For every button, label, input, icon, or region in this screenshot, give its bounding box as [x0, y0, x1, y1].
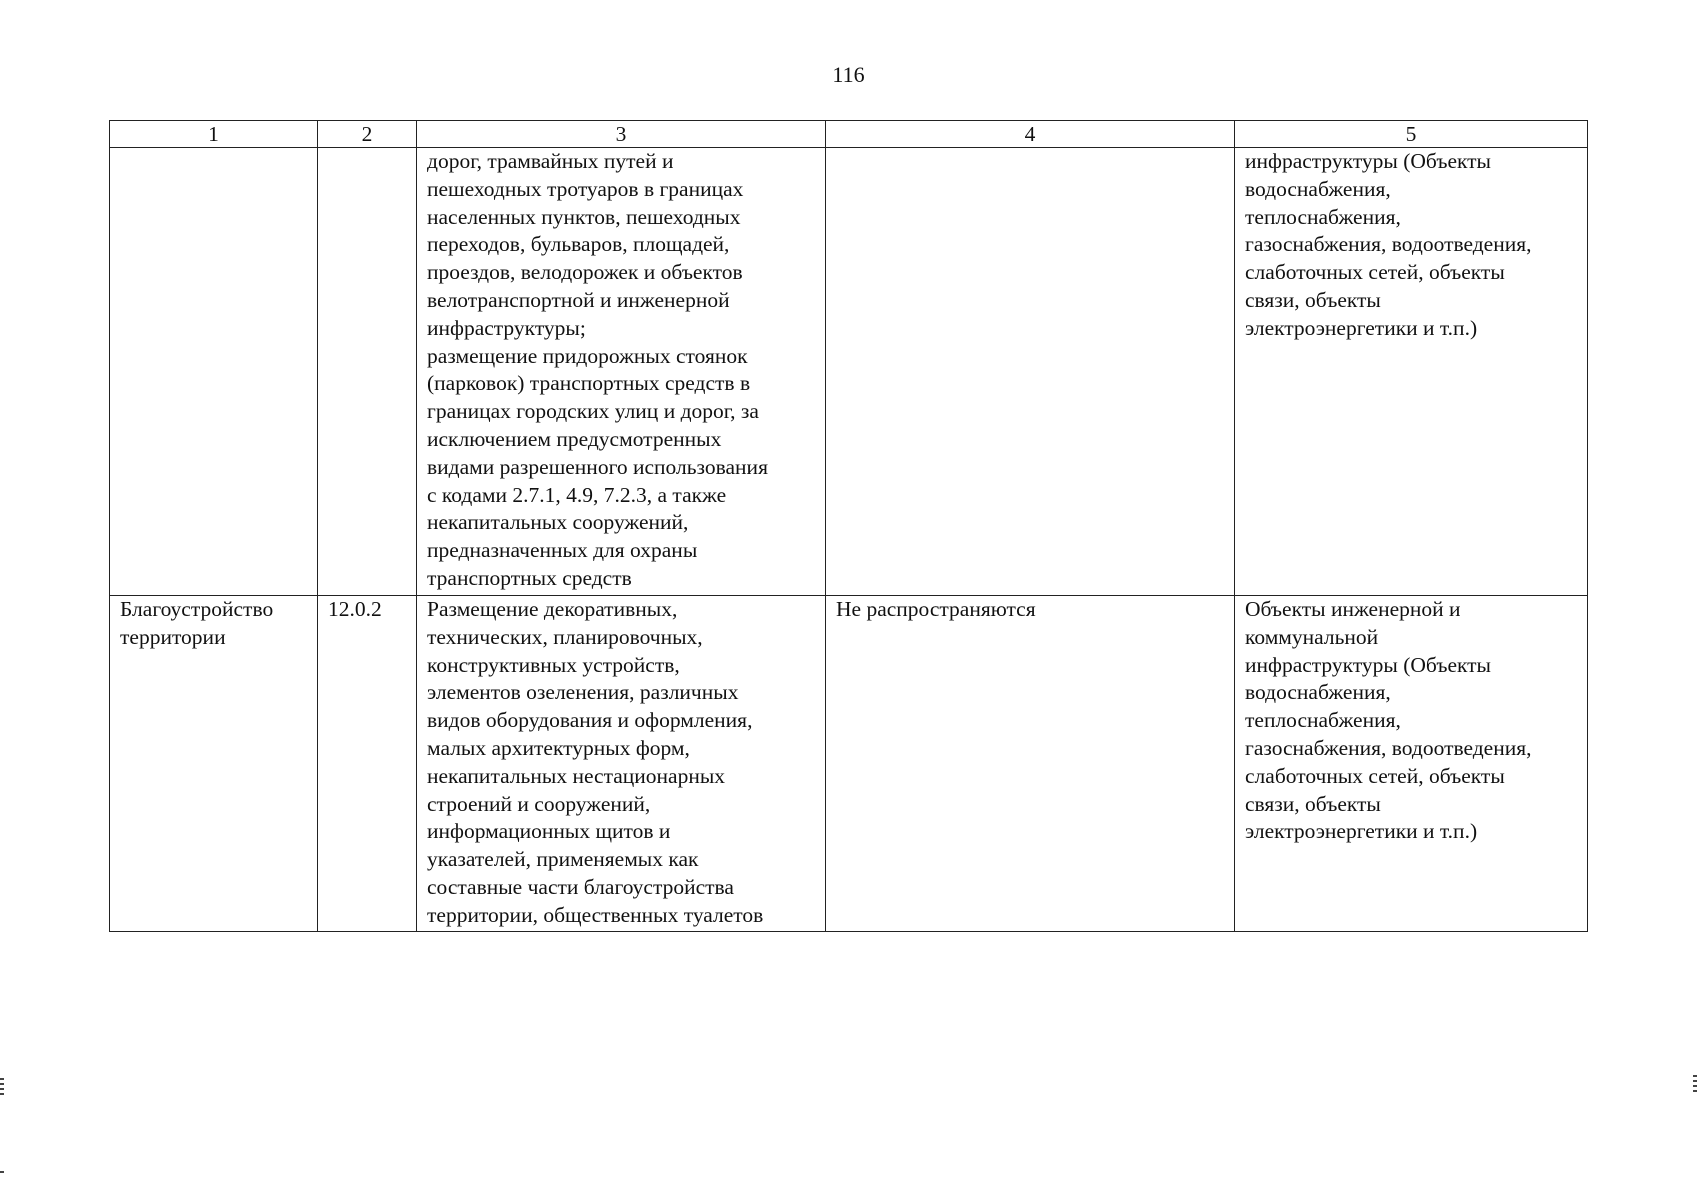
table-cell: [110, 148, 318, 596]
table-cell: [1235, 596, 1588, 932]
margin-mark: [1693, 1075, 1697, 1077]
table-cell: [417, 596, 826, 932]
column-header: 1: [110, 121, 318, 148]
table-cell: [826, 148, 1235, 596]
cell-text: 12.0.2: [328, 597, 382, 621]
column-header: 5: [1235, 121, 1588, 148]
margin-mark: [0, 1088, 4, 1090]
table-cell: [826, 596, 1235, 932]
margin-mark: [0, 1171, 4, 1173]
table-row: [110, 596, 1588, 932]
margin-mark: [1693, 1080, 1697, 1082]
column-header: 2: [318, 121, 417, 148]
table-row: [110, 148, 1588, 596]
column-header: 3: [417, 121, 826, 148]
table-cell: [417, 148, 826, 596]
table-header-row: [110, 121, 1588, 148]
table-cell: [1235, 148, 1588, 596]
cell-text: Благоустройство территории: [120, 597, 274, 649]
table-cell: [110, 596, 318, 932]
cell-text: дорог, трамвайных путей и пешеходных тротуаров в границах населенных пунктов, пешеходных переходов, бульваров, площадей, проездов, велодорожек и объектов велотранспортной и инженерной инфраструктуры; размещение придорожных стоянок (парковок) транспортных средств в границах городских улиц и дорог, за исключением предусмотренных видами разрешенного использования с кодами 2.7.1, 4.9, 7.2.3, а также некапитальных сооружений, предназначенных для охраны транспортных средств: [427, 149, 768, 590]
page-number: 116: [832, 62, 865, 87]
document-table: [109, 120, 1588, 932]
margin-mark: [1693, 1085, 1697, 1087]
cell-text: Не распространяются: [836, 597, 1036, 621]
column-header: 4: [826, 121, 1235, 148]
table-cell: [318, 148, 417, 596]
table-cell: [318, 596, 417, 932]
cell-text: Размещение декоративных, технических, планировочных, конструктивных устройств, элементов озеленения, различных видов оборудования и оформления, малых архитектурных форм, некапитальных нестационарных строений и сооружений, информационных щитов и указателей, применяемых как составные части благоустройства территории, общественных туалетов: [427, 597, 764, 927]
cell-text: инфраструктуры (Объекты водоснабжения, теплоснабжения, газоснабжения, водоотведения, слаботочных сетей, объекты связи, объекты электроэнергетики и т.п.): [1245, 149, 1532, 340]
cell-text: Объекты инженерной и коммунальной инфраструктуры (Объекты водоснабжения, теплоснабжения, газоснабжения, водоотведения, слаботочных сетей, объекты связи, объекты электроэнергетики и т.п.): [1245, 597, 1532, 844]
margin-mark: [1693, 1090, 1697, 1092]
margin-mark: [0, 1078, 4, 1080]
margin-mark: [0, 1093, 4, 1095]
margin-mark: [0, 1083, 4, 1085]
